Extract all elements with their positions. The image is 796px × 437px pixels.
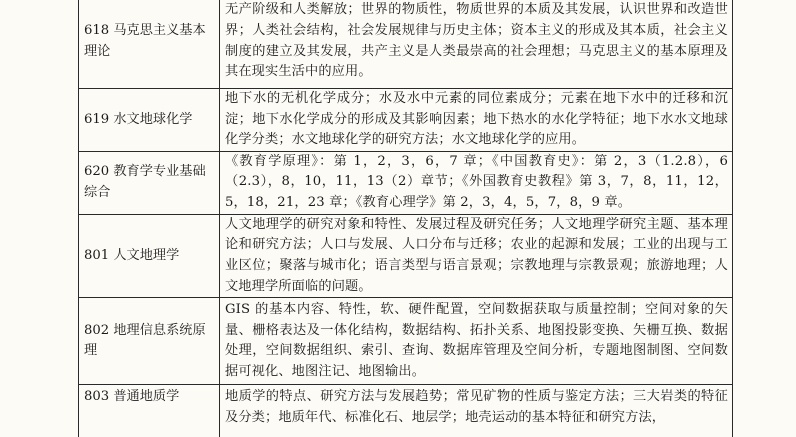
table-row (79, 385, 733, 437)
table-row (79, 214, 733, 297)
content-cell: 《教育学原理》：第 1，2，3，6，7 章；《中国教育史》：第 2，3（1.2.8），6（2.3），8，10，11，13（2）章节；《外国教育史教程》第 3，7，8，11，12，5，18，21，23 章；《教育心理学》第 2，3，4，5，7，8，9 章。 (220, 151, 733, 214)
content-cell: GIS 的基本内容、特性，软、硬件配置，空间数据获取与质量控制；空间对象的矢量、栅格表达及一体化结构，数据结构、拓扑关系、地图投影变换、矢栅互换、数据处理，空间数据组织、索引、查询、数据库管理及空间分析，专题地图制图、空间数据可视化、地图注记、地图输出。 (220, 298, 733, 385)
table-row (79, 298, 733, 385)
subject-cell: 620 教育学专业基础综合 (79, 151, 220, 214)
subject-cell: 619 水文地球化学 (79, 89, 220, 152)
subject-cell: 618 马克思主义基本理论 (79, 0, 220, 89)
subject-cell: 803 普通地质学 (79, 385, 220, 437)
content-cell: 人文地理学的研究对象和特性、发展过程及研究任务；人文地理学研究主题、基本理论和研究方法；人口与发展、人口分布与迁移；农业的起源和发展；工业的出现与工业区位；聚落与城市化；语言类型与语言景观；宗教地理与宗教景观；旅游地理；人文地理学所面临的问题。 (220, 214, 733, 297)
content-cell: 地下水的无机化学成分；水及水中元素的同位素成分；元素在地下水中的迁移和沉淀；地下水化学成分的形成及其影响因素；地下热水的水化学特征；地下水水文地球化学分类；水文地球化学的研究方法；水文地球化学的应用。 (220, 89, 733, 152)
content-cell: 无产阶级和人类解放；世界的物质性，物质世界的本质及其发展，认识世界和改造世界；人类社会结构，社会发展规律与历史主体；资本主义的形成及其本质，社会主义制度的建立及其发展，共产主义是人类最崇高的社会理想；马克思主义的基本原理及其在现实生活中的应用。 (220, 0, 733, 89)
table-row (79, 0, 733, 89)
content-cell: 地质学的特点、研究方法与发展趋势；常见矿物的性质与鉴定方法；三大岩类的特征及分类；地质年代、标准化石、地层学；地壳运动的基本特征和研究方法， (220, 385, 733, 437)
exam-syllabus-table (78, 0, 733, 437)
subject-cell: 802 地理信息系统原理 (79, 298, 220, 385)
subject-cell: 801 人文地理学 (79, 214, 220, 297)
table-row (79, 151, 733, 214)
table-row (79, 89, 733, 152)
